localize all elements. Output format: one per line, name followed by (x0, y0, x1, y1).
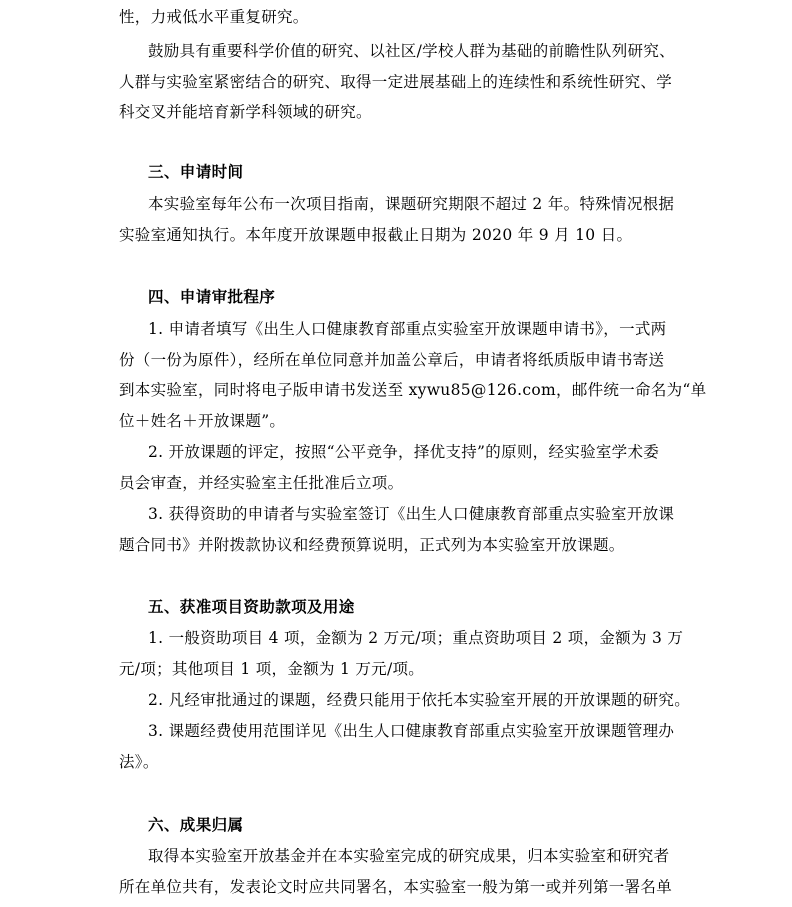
paragraph-line: 鼓励具有重要科学价值的研究、以社区/学校人群为基础的前瞻性队列研究、 (148, 42, 675, 60)
paragraph-line: 3. 获得资助的申请者与实验室签订《出生人口健康教育部重点实验室开放课 (148, 505, 675, 523)
paragraph-line: 3. 课题经费使用范围详见《出生人口健康教育部重点实验室开放课题管理办 (148, 722, 675, 740)
paragraph-line: 题合同书》并附拨款协议和经费预算说明，正式列为本实验室开放课题。 (119, 536, 625, 554)
paragraph-line: 到本实验室，同时将电子版申请书发送至 xywu85@126.com，邮件统一命名为“单 (119, 381, 707, 399)
paragraph-line: 1. 申请者填写《出生人口健康教育部重点实验室开放课题申请书》，一式两 (148, 320, 667, 338)
section-heading: 三、申请时间 (148, 163, 244, 181)
section-heading: 五、获准项目资助款项及用途 (148, 598, 355, 616)
section-heading: 六、成果归属 (148, 816, 244, 834)
paragraph-line: 1. 一般资助项目 4 项，金额为 2 万元/项；重点资助项目 2 项，金额为 3 万 (148, 629, 684, 647)
paragraph-line: 所在单位共有，发表论文时应共同署名，本实验室一般为第一或并列第一署名单 (119, 878, 673, 896)
paragraph-line: 2. 凡经审批通过的课题，经费只能用于依托本实验室开展的开放课题的研究。 (148, 691, 691, 709)
paragraph-line: 本实验室每年公布一次项目指南，课题研究期限不超过 2 年。特殊情况根据 (148, 195, 675, 213)
paragraph-line: 性，力戒低水平重复研究。 (119, 8, 309, 26)
paragraph-line: 位＋姓名＋开放课题”。 (119, 412, 286, 430)
paragraph-line: 人群与实验室紧密结合的研究、取得一定进展基础上的连续性和系统性研究、学 (119, 73, 673, 91)
paragraph-line: 法》。 (119, 753, 159, 771)
section-heading: 四、申请审批程序 (148, 288, 276, 306)
paragraph-line: 元/项；其他项目 1 项，金额为 1 万元/项。 (119, 660, 425, 678)
paragraph-line: 2. 开放课题的评定，按照“公平竞争，择优支持”的原则，经实验室学术委 (148, 443, 660, 461)
paragraph-line: 取得本实验室开放基金并在本实验室完成的研究成果，归本实验室和研究者 (148, 847, 670, 865)
paragraph-line: 实验室通知执行。本年度开放课题申报截止日期为 2020 年 9 月 10 日。 (119, 226, 633, 244)
paragraph-line: 员会审查，并经实验室主任批准后立项。 (119, 474, 404, 492)
paragraph-line: 科交叉并能培育新学科领域的研究。 (119, 103, 372, 121)
paragraph-line: 份（一份为原件），经所在单位同意并加盖公章后，申请者将纸质版申请书寄送 (119, 351, 665, 369)
